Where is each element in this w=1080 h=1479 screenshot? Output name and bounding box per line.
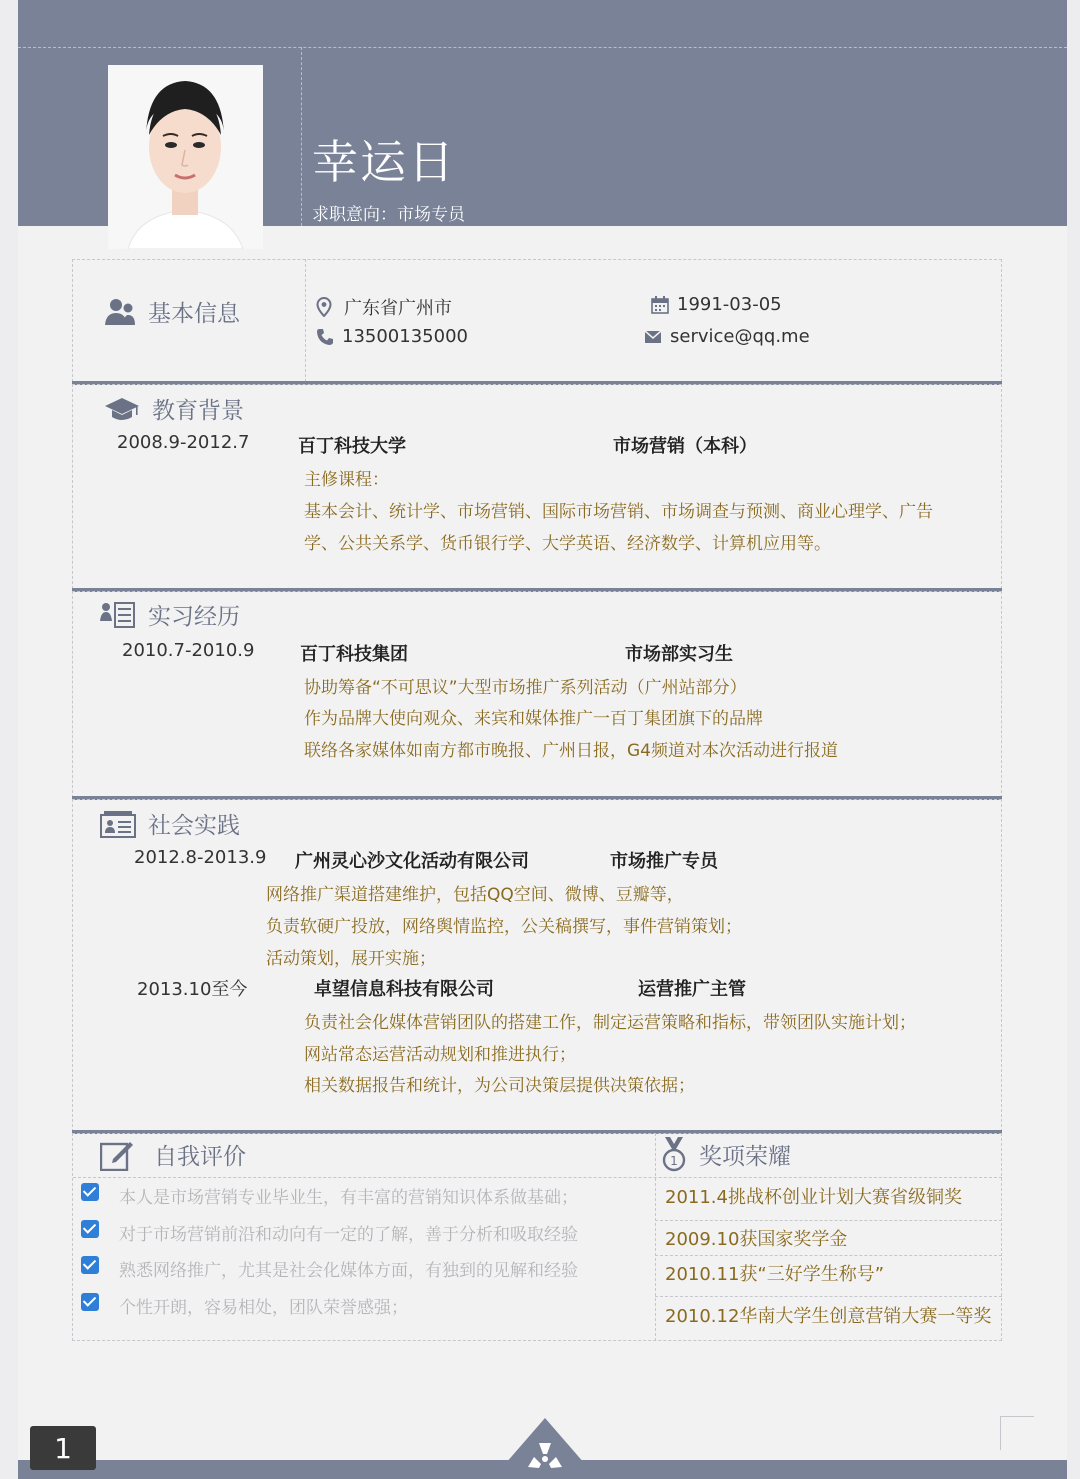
- internship-line: 协助筹备“不可思议”大型市场推广系列活动（广州站部分）: [304, 678, 747, 698]
- award-item: 2010.11获“三好学生称号”: [665, 1264, 885, 1285]
- check-icon: [81, 1220, 99, 1238]
- internship-period: 2010.7-2010.9: [122, 640, 255, 661]
- phone-row: [316, 326, 468, 347]
- education-title: [104, 392, 244, 425]
- practice-line: 网络推广渠道搭建维护，包括QQ空间、微博、豆瓣等，: [266, 885, 684, 905]
- header-divider: [18, 47, 1067, 48]
- practice-line: 相关数据报告和统计，为公司决策层提供决策依据；: [304, 1076, 695, 1096]
- practice-role: 市场推广专员: [610, 851, 718, 872]
- birth-row: [651, 294, 782, 315]
- corner-mark: [1000, 1416, 1034, 1450]
- check-icon: [81, 1183, 99, 1201]
- page-number-badge[interactable]: 1: [30, 1426, 96, 1470]
- practice-line: 活动策划，展开实施；: [266, 949, 436, 969]
- awards-title: [661, 1136, 791, 1172]
- practice-period: 2012.8-2013.9: [134, 847, 267, 868]
- awards-row-line: [655, 1255, 1002, 1256]
- self-eval-title-text: 自我评价: [154, 1144, 246, 1170]
- internship-title-text: 实习经历: [148, 604, 240, 630]
- portrait-image: [108, 65, 263, 249]
- basic-info-divider: [305, 259, 306, 382]
- phone-text: 13500135000: [342, 326, 468, 347]
- self-eval-item: 个性开朗，容易相处，团队荣誉感强；: [119, 1298, 408, 1318]
- practice-period: 2013.10至今: [137, 979, 248, 1000]
- radiation-icon: [526, 1440, 564, 1476]
- check-icon: [81, 1256, 99, 1274]
- practice-line: 网站常态运营活动规划和推进执行；: [304, 1045, 576, 1065]
- education-major: 市场营销（本科）: [613, 436, 757, 457]
- education-period: 2008.9-2012.7: [117, 432, 250, 453]
- courses-label: 主修课程：: [304, 470, 389, 490]
- practice-company: 卓望信息科技有限公司: [314, 979, 494, 1000]
- self-eval-item: 熟悉网络推广，尤其是社会化媒体方面，有独到的见解和经验: [119, 1261, 578, 1281]
- location-pin-icon: [316, 297, 332, 317]
- awards-row-line: [73, 1177, 1002, 1178]
- check-icon: [81, 1293, 99, 1311]
- courses-line-2: 学、公共关系学、货币银行学、大学英语、经济数学、计算机应用等。: [304, 534, 831, 554]
- award-item: 2010.12华南大学生创意营销大赛一等奖: [665, 1306, 992, 1327]
- practice-title-text: 社会实践: [148, 813, 240, 839]
- internship-company: 百丁科技集团: [300, 644, 408, 665]
- internship-line: 作为品牌大使向观众、来宾和媒体推广一百丁集团旗下的品牌: [304, 709, 763, 729]
- email-icon: [644, 330, 662, 344]
- basic-info-title: [104, 295, 240, 328]
- award-item: 2009.10获国家奖学金: [665, 1229, 848, 1250]
- phone-icon: [316, 328, 334, 346]
- email-row: [644, 326, 810, 347]
- courses-line-1: 基本会计、统计学、市场营销、国际市场营销、市场调查与预测、商业心理学、广告: [304, 502, 933, 522]
- practice-title: [100, 807, 240, 840]
- awards-row-line: [655, 1220, 1002, 1221]
- candidate-name: 幸运日: [312, 135, 456, 189]
- award-item: 2011.4挑战杯创业计划大赛省级铜奖: [665, 1187, 962, 1208]
- awards-row-line: [655, 1296, 1002, 1297]
- medal-icon: [661, 1136, 687, 1172]
- id-card-icon: [100, 810, 136, 838]
- location-row: [316, 294, 452, 320]
- job-intent: 求职意向：市场专员: [312, 205, 465, 225]
- email-text: service@qq.me: [670, 326, 810, 347]
- self-eval-awards-divider: [655, 1133, 656, 1341]
- location-text: 广东省广州市: [344, 298, 452, 319]
- practice-role: 运营推广主管: [638, 979, 746, 1000]
- calendar-icon: [651, 296, 669, 314]
- practice-line: 负责软硬广投放，网络舆情监控，公关稿撰写，事件营销策划；: [266, 917, 742, 937]
- profile-photo: [108, 65, 263, 249]
- users-icon: [104, 298, 136, 326]
- education-school: 百丁科技大学: [298, 436, 406, 457]
- svg-text:1: 1: [670, 1154, 678, 1168]
- awards-title-text: 奖项荣耀: [699, 1143, 791, 1170]
- internship-title: [100, 598, 240, 631]
- internship-line: 联络各家媒体如南方都市晚报、广州日报，G4频道对本次活动进行报道: [304, 741, 838, 761]
- basic-info-title-text: 基本信息: [148, 301, 240, 327]
- graduation-cap-icon: [104, 396, 140, 422]
- birth-text: 1991-03-05: [677, 294, 782, 315]
- practice-company: 广州灵心沙文化活动有限公司: [295, 851, 529, 872]
- list-icon: [100, 601, 136, 629]
- edit-icon: [100, 1139, 134, 1171]
- header-divider-vertical: [301, 47, 302, 226]
- education-title-text: 教育背景: [152, 398, 244, 424]
- internship-role: 市场部实习生: [625, 644, 733, 665]
- practice-line: 负责社会化媒体营销团队的搭建工作，制定运营策略和指标，带领团队实施计划；: [304, 1013, 916, 1033]
- self-eval-item: 对于市场营销前沿和动向有一定的了解，善于分析和吸取经验: [119, 1225, 578, 1245]
- self-eval-title: [100, 1138, 246, 1171]
- self-eval-item: 本人是市场营销专业毕业生，有丰富的营销知识体系做基础；: [119, 1188, 578, 1208]
